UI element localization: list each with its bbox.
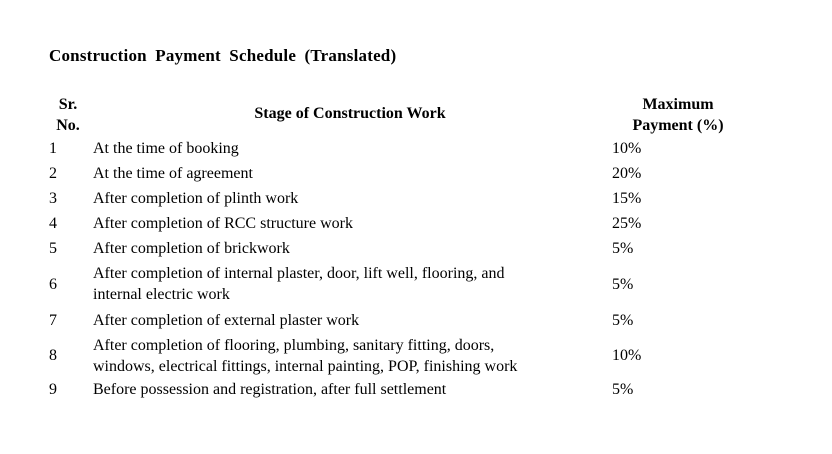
row-stage: After completion of internal plaster, door, lift well, flooring, and (93, 265, 505, 282)
row-payment: 5% (612, 276, 634, 293)
header-max-line2: Payment (%) (632, 117, 724, 134)
row-payment: 15% (612, 190, 642, 207)
row-number: 6 (49, 276, 57, 293)
row-number: 3 (49, 190, 57, 207)
row-number: 7 (49, 312, 57, 329)
row-stage: At the time of booking (93, 140, 239, 157)
row-payment: 5% (612, 240, 634, 257)
row-number: 2 (49, 165, 57, 182)
row-stage: After completion of brickwork (93, 240, 290, 257)
header-stage: Stage of Construction Work (254, 105, 446, 122)
row-stage: Before possession and registration, after full settlement (93, 381, 447, 398)
row-payment: 10% (612, 347, 642, 364)
header-sr-line1: Sr. (58, 96, 78, 113)
page-title: Construction Payment Schedule (Translated) (49, 46, 397, 65)
row-payment: 10% (612, 140, 642, 157)
row-number: 8 (49, 347, 57, 364)
row-stage: After completion of external plaster work (93, 312, 360, 329)
row-number: 9 (49, 381, 57, 398)
row-number: 5 (49, 240, 57, 257)
row-payment: 20% (612, 165, 642, 182)
row-stage: After completion of flooring, plumbing, sanitary fitting, doors, (93, 337, 495, 354)
header-max-line1: Maximum (642, 96, 714, 113)
row-stage: After completion of RCC structure work (93, 215, 353, 232)
row-payment: 5% (612, 312, 634, 329)
row-stage-continued: internal electric work (93, 286, 230, 303)
row-number: 1 (49, 140, 57, 157)
header-sr-line2: No. (56, 117, 80, 134)
row-stage: After completion of plinth work (93, 190, 299, 207)
row-payment: 5% (612, 381, 634, 398)
row-number: 4 (49, 215, 57, 232)
row-stage: At the time of agreement (93, 165, 253, 182)
row-payment: 25% (612, 215, 642, 232)
row-stage-continued: windows, electrical fittings, internal painting, POP, finishing work (93, 358, 518, 375)
